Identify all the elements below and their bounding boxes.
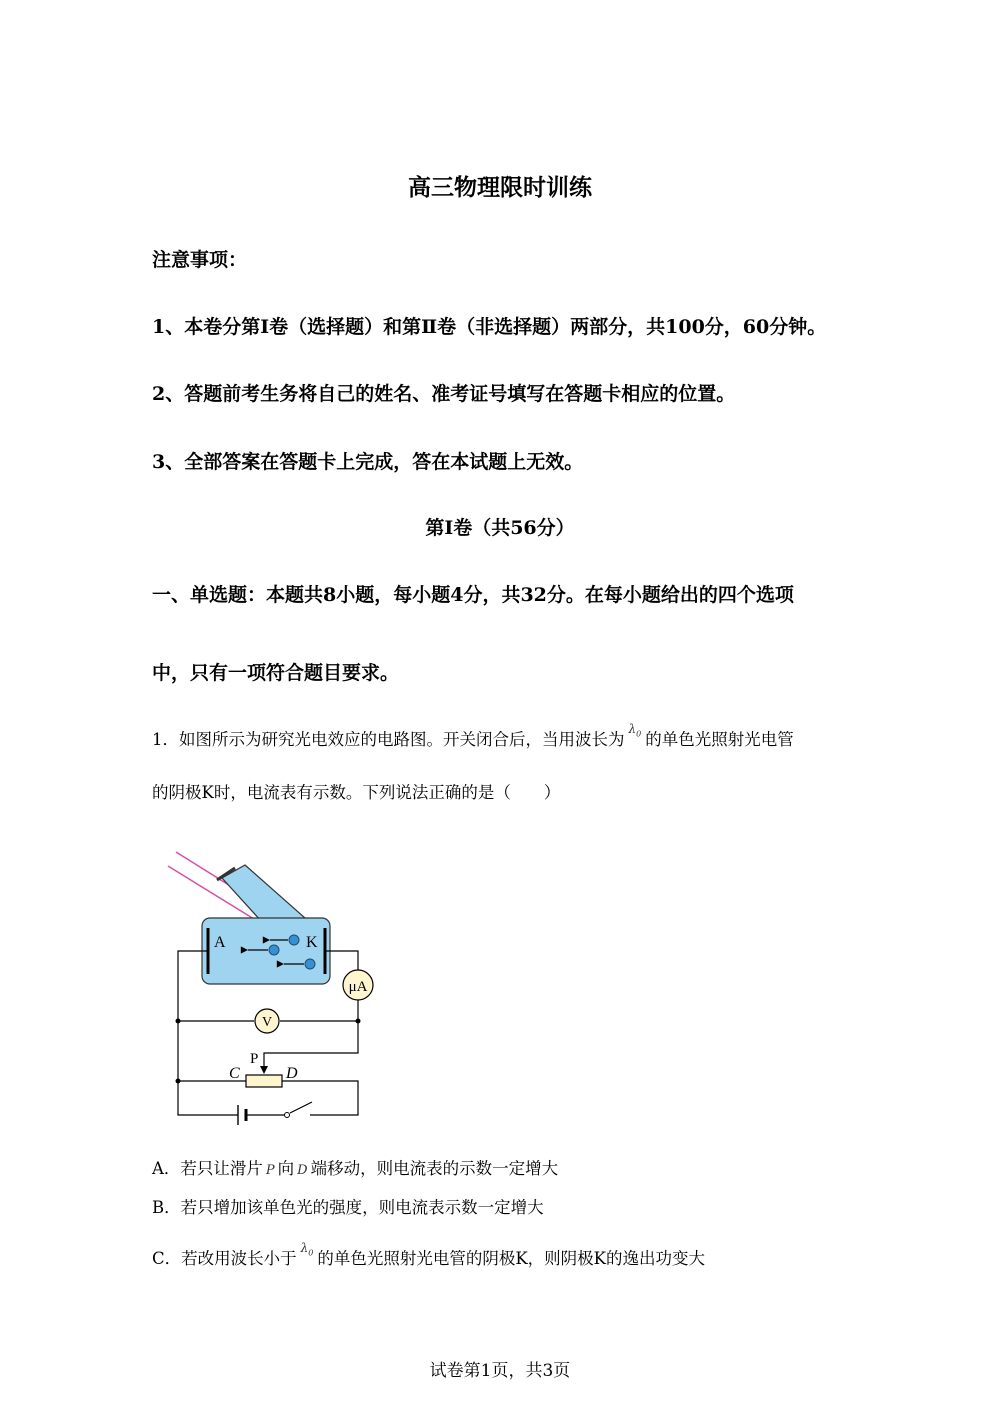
anode-label: A [214,934,226,951]
notice-item-3: 3、全部答案在答题卡上完成，答在本试题上无效。 [152,451,584,473]
page-title: 高三物理限时训练 [408,174,592,201]
option-c-lambda-subscript: 0 [308,1248,314,1258]
option-a-post: 端移动，则电流表的示数一定增大 [310,1159,559,1178]
option-c [152,1241,705,1269]
option-a-var-p: P [265,1163,275,1178]
electron-3 [305,959,315,969]
rheostat-icon [246,1075,282,1087]
option-a-var-d: D [297,1163,308,1178]
option-c-lambda-letter: λ [300,1241,309,1255]
part1-heading: 第Ⅰ卷（共56分） [425,517,575,539]
junction-3 [176,1079,181,1084]
voltmeter-label: V [261,1015,273,1030]
notice-item-2: 2、答题前考生务将自己的姓名、准考证号填写在答题卡相应的位置。 [152,383,736,405]
option-a-mid: 向 [277,1159,295,1178]
lambda-symbol [628,722,642,739]
switch-contact [285,1113,290,1118]
option-c-lambda [300,1241,314,1258]
phototube-body [202,918,330,984]
option-a-pre: A．若只让滑片 [152,1159,263,1178]
slider-arrow-icon [260,1066,268,1074]
lambda-letter: λ [628,722,637,736]
notice-item-1: 1、本卷分第Ⅰ卷（选择题）和第Ⅱ卷（非选择题）两部分，共100分，60分钟。 [152,316,827,338]
electron-2 [269,945,279,955]
question1-stem-line1 [152,722,794,750]
option-c-pre: C．若改用波长小于 [152,1249,297,1268]
rheostat-end-d: D [286,1065,298,1082]
slider-label-p: P [250,1051,259,1067]
option-a [152,1155,558,1179]
question1-stem-line2: 的阴极K时，电流表有示数。下列说法正确的是（ ） [152,783,561,802]
option-b: B．若只增加该单色光的强度，则电流表示数一定增大 [152,1198,544,1217]
notice-heading: 注意事项： [152,249,248,271]
rheostat-end-c: C [229,1065,240,1082]
question1-stem-part2: 的单色光照射光电管 [645,730,794,749]
electron-1 [289,935,299,945]
ammeter-label: μA [348,979,368,995]
option-c-post: 的单色光照射光电管的阴极K，则阴极K的逸出功变大 [317,1249,705,1268]
cathode-label: K [306,934,318,951]
section1-line2: 中，只有一项符合题目要求。 [152,662,400,684]
question1-stem-part1: 1．如图所示为研究光电效应的电路图。开关闭合后，当用波长为 [152,730,625,749]
page-footer: 试卷第1页，共3页 [429,1361,571,1381]
tube-window-neck [222,865,305,922]
junction-2 [356,1019,361,1024]
section1-line1: 一、单选题：本题共8小题，每小题4分，共32分。在每小题给出的四个选项 [152,584,794,606]
photoelectric-circuit-figure [160,843,390,1128]
lambda-subscript: 0 [636,729,642,739]
junction-1 [176,1019,181,1024]
